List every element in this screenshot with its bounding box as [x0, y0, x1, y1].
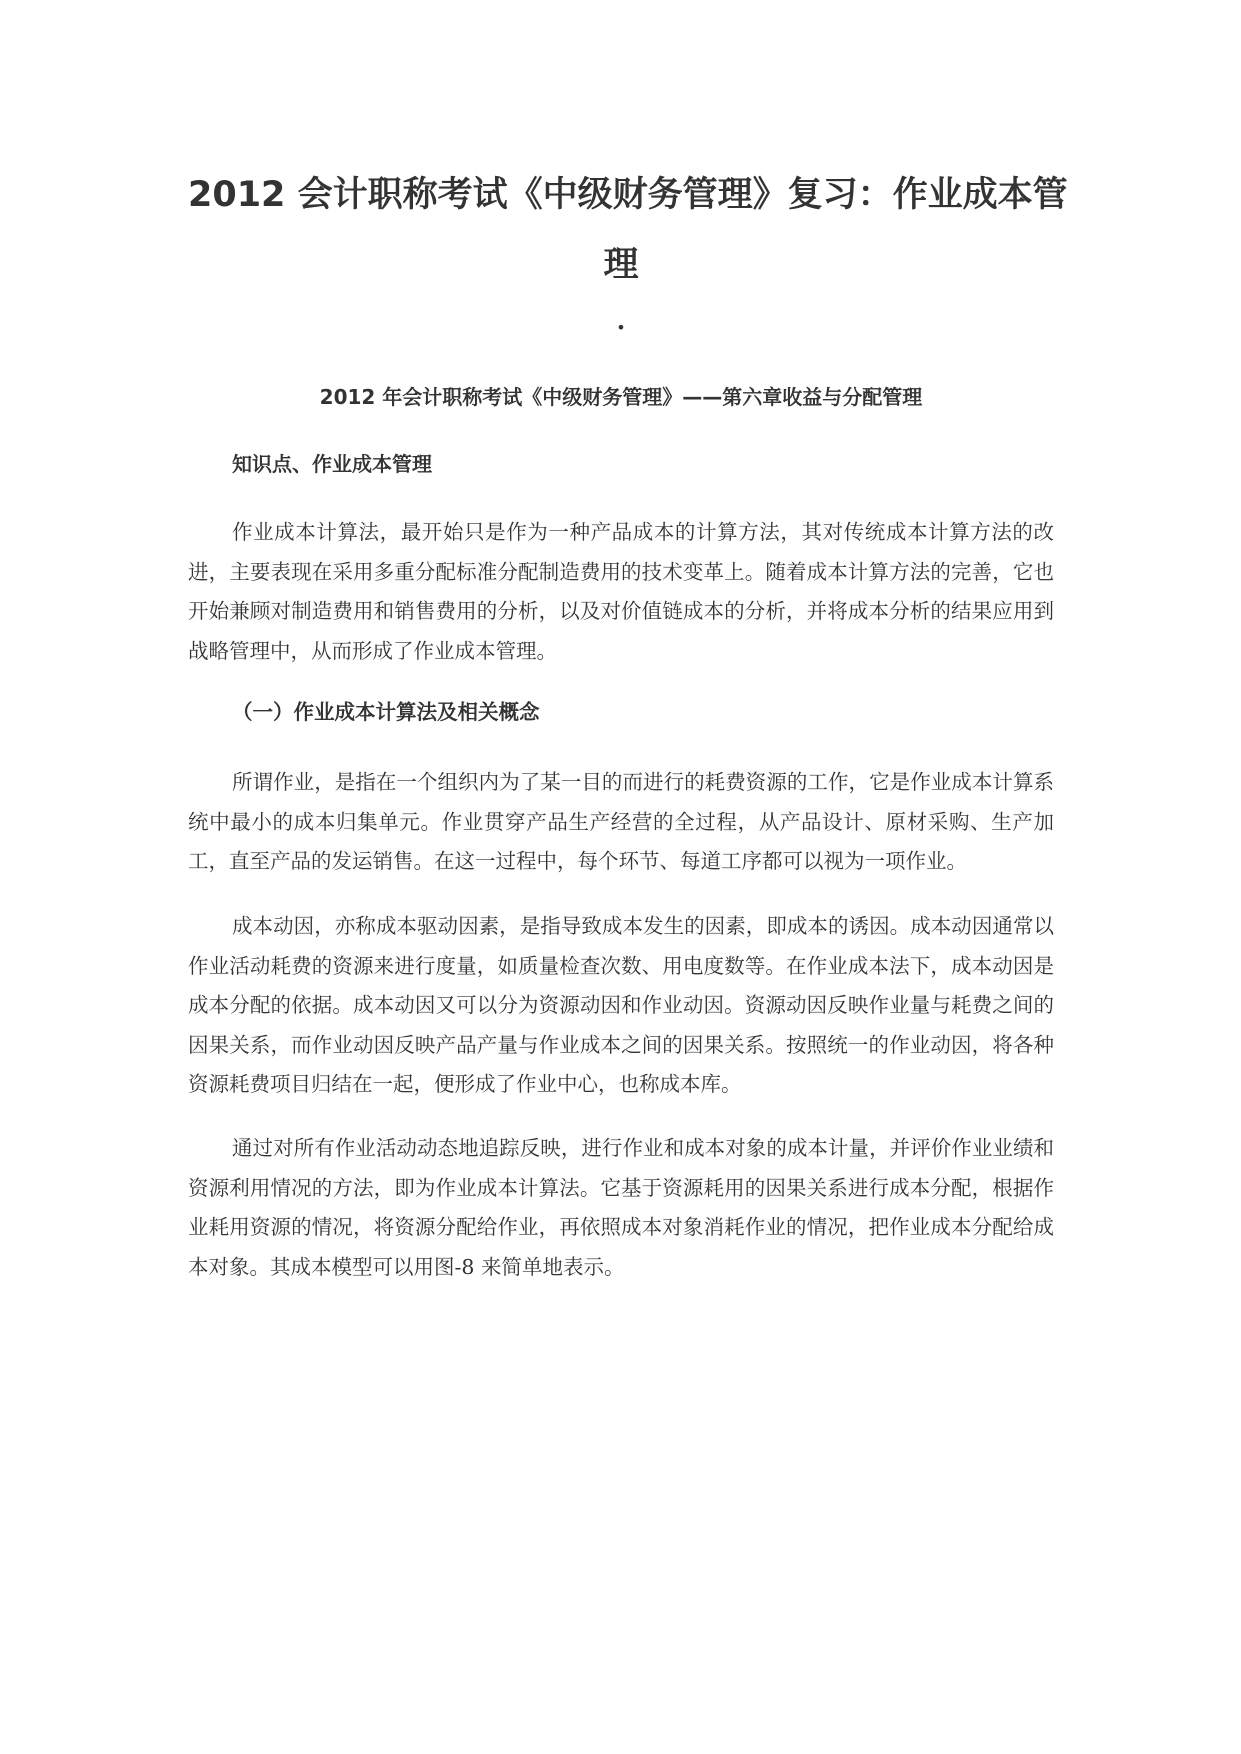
- title-line-2: 理: [603, 245, 639, 285]
- paragraph-4: 通过对所有作业活动动态地追踪反映，进行作业和成本对象的成本计量，并评价作业业绩和资源利用情况的方法，即为作业成本计算法。它基于资源耗用的因果关系进行成本分配，根据作业耗用资源的情况，将资源分配给作业，再依照成本对象消耗作业的情况，把作业成本分配给成本对象。其成本模型可以用图-8 来简单地表示。: [188, 1136, 1054, 1279]
- title-line-1: 2012 会计职称考试《中级财务管理》复习：作业成本管: [188, 175, 1068, 215]
- paragraph-1: 作业成本计算法，最开始只是作为一种产品成本的计算方法，其对传统成本计算方法的改进，主要表现在采用多重分配标准分配制造费用的技术变革上。随着成本计算方法的完善，它也开始兼顾对制造费用和销售费用的分析，以及对价值链成本的分析，并将成本分析的结果应用到战略管理中，从而形成了作业成本管理。: [188, 520, 1054, 663]
- document-title: [188, 160, 1068, 300]
- section-heading: 知识点、作业成本管理: [232, 452, 432, 476]
- bullet-dot: •: [616, 318, 626, 337]
- document-subtitle: 2012 年会计职称考试《中级财务管理》——第六章收益与分配管理: [319, 385, 923, 409]
- paragraph-2: 所谓作业，是指在一个组织内为了某一目的而进行的耗费资源的工作，它是作业成本计算系统中最小的成本归集单元。作业贯穿产品生产经营的全过程，从产品设计、原材采购、生产加工，直至产品的发运销售。在这一过程中，每个环节、每道工序都可以视为一项作业。: [188, 770, 1054, 873]
- subheading-1: （一）作业成本计算法及相关概念: [232, 700, 540, 724]
- paragraph-3: 成本动因，亦称成本驱动因素，是指导致成本发生的因素，即成本的诱因。成本动因通常以作业活动耗费的资源来进行度量，如质量检查次数、用电度数等。在作业成本法下，成本动因是成本分配的依据。成本动因又可以分为资源动因和作业动因。资源动因反映作业量与耗费之间的因果关系，而作业动因反映产品产量与作业成本之间的因果关系。按照统一的作业动因，将各种资源耗费项目归结在一起，便形成了作业中心，也称成本库。: [188, 914, 1054, 1096]
